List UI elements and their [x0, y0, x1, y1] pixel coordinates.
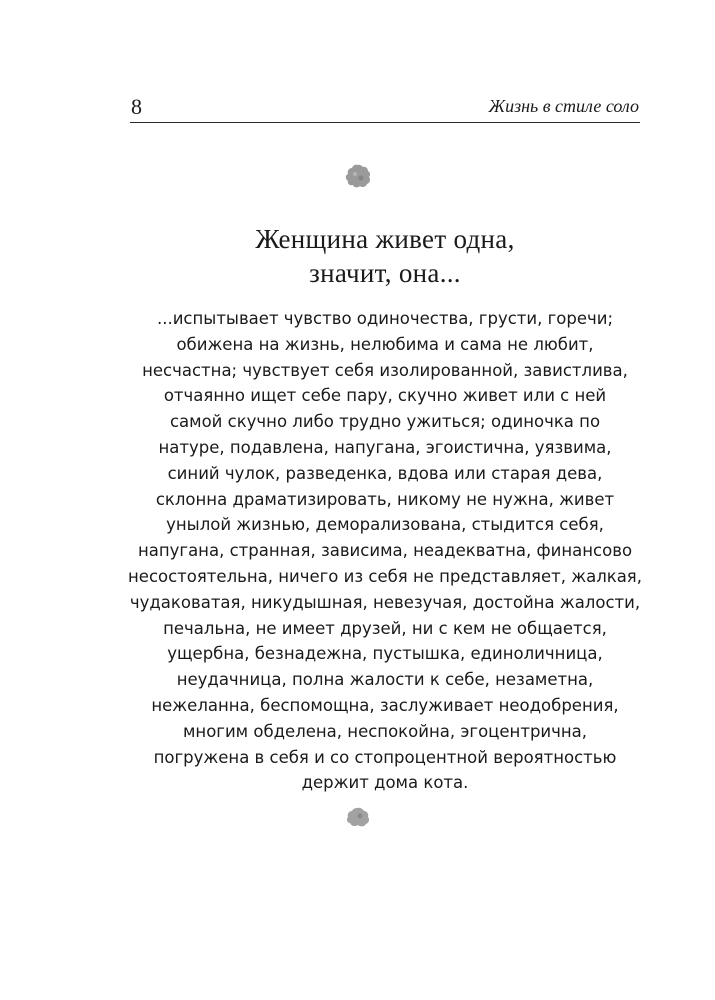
body-line: ущербна, безнадежна, пустышка, единоличница,: [167, 644, 603, 664]
body-line: отчаянно ищет себе пару, скучно живет или с ней: [163, 386, 607, 406]
chapter-title-line: Женщина живет одна,: [255, 224, 515, 254]
body-line: натуре, подавлена, напугана, эгоистична, уязвима,: [158, 437, 612, 457]
body-line: нежеланна, беспомощна, заслуживает неодобрения,: [151, 695, 619, 715]
chapter-title: [130, 222, 640, 290]
body-line: печальна, не имеет друзей, ни с кем не общается,: [163, 618, 607, 638]
body-line: неудачница, полна жалости к себе, незаметна,: [176, 670, 594, 690]
body-line: синий чулок, разведенка, вдова или старая дева,: [167, 463, 603, 483]
body-line: склонна драматизировать, никому не нужна, живет: [155, 489, 615, 509]
body-line: погружена в себя и со стопроцентной вероятностью: [153, 747, 617, 767]
body-line: держит дома кота.: [301, 773, 469, 793]
page-number: 8: [131, 94, 142, 119]
ink-blot-icon: [344, 163, 372, 194]
body-line: несостоятельна, ничего из себя не представляет, жалкая,: [128, 566, 642, 586]
chapter-title-line: значит, она...: [309, 258, 461, 288]
body-line: многим обделена, неспокойна, эгоцентрична,: [182, 721, 588, 741]
body-line: унылой жизнью, деморализована, стыдится себя,: [166, 515, 604, 535]
body-line: несчастна; чувствует себя изолированной, завистлива,: [142, 360, 628, 380]
body-line: чудаковатая, никудышная, невезучая, достойна жалости,: [129, 592, 641, 612]
ink-blot-icon: [345, 806, 371, 833]
body-line: ...испытывает чувство одиночества, грусти, горечи;: [156, 309, 614, 328]
body-line: обижена на жизнь, нелюбима и сама не любит,: [176, 334, 594, 354]
running-header: [130, 96, 640, 123]
body-line: самой скучно либо трудно ужиться; одиночка по: [169, 412, 601, 432]
running-head-title: Жизнь в стиле соло: [488, 96, 639, 116]
body-line: напугана, странная, зависима, неадекватна, финансово: [137, 541, 633, 561]
body-paragraph: [118, 306, 652, 796]
